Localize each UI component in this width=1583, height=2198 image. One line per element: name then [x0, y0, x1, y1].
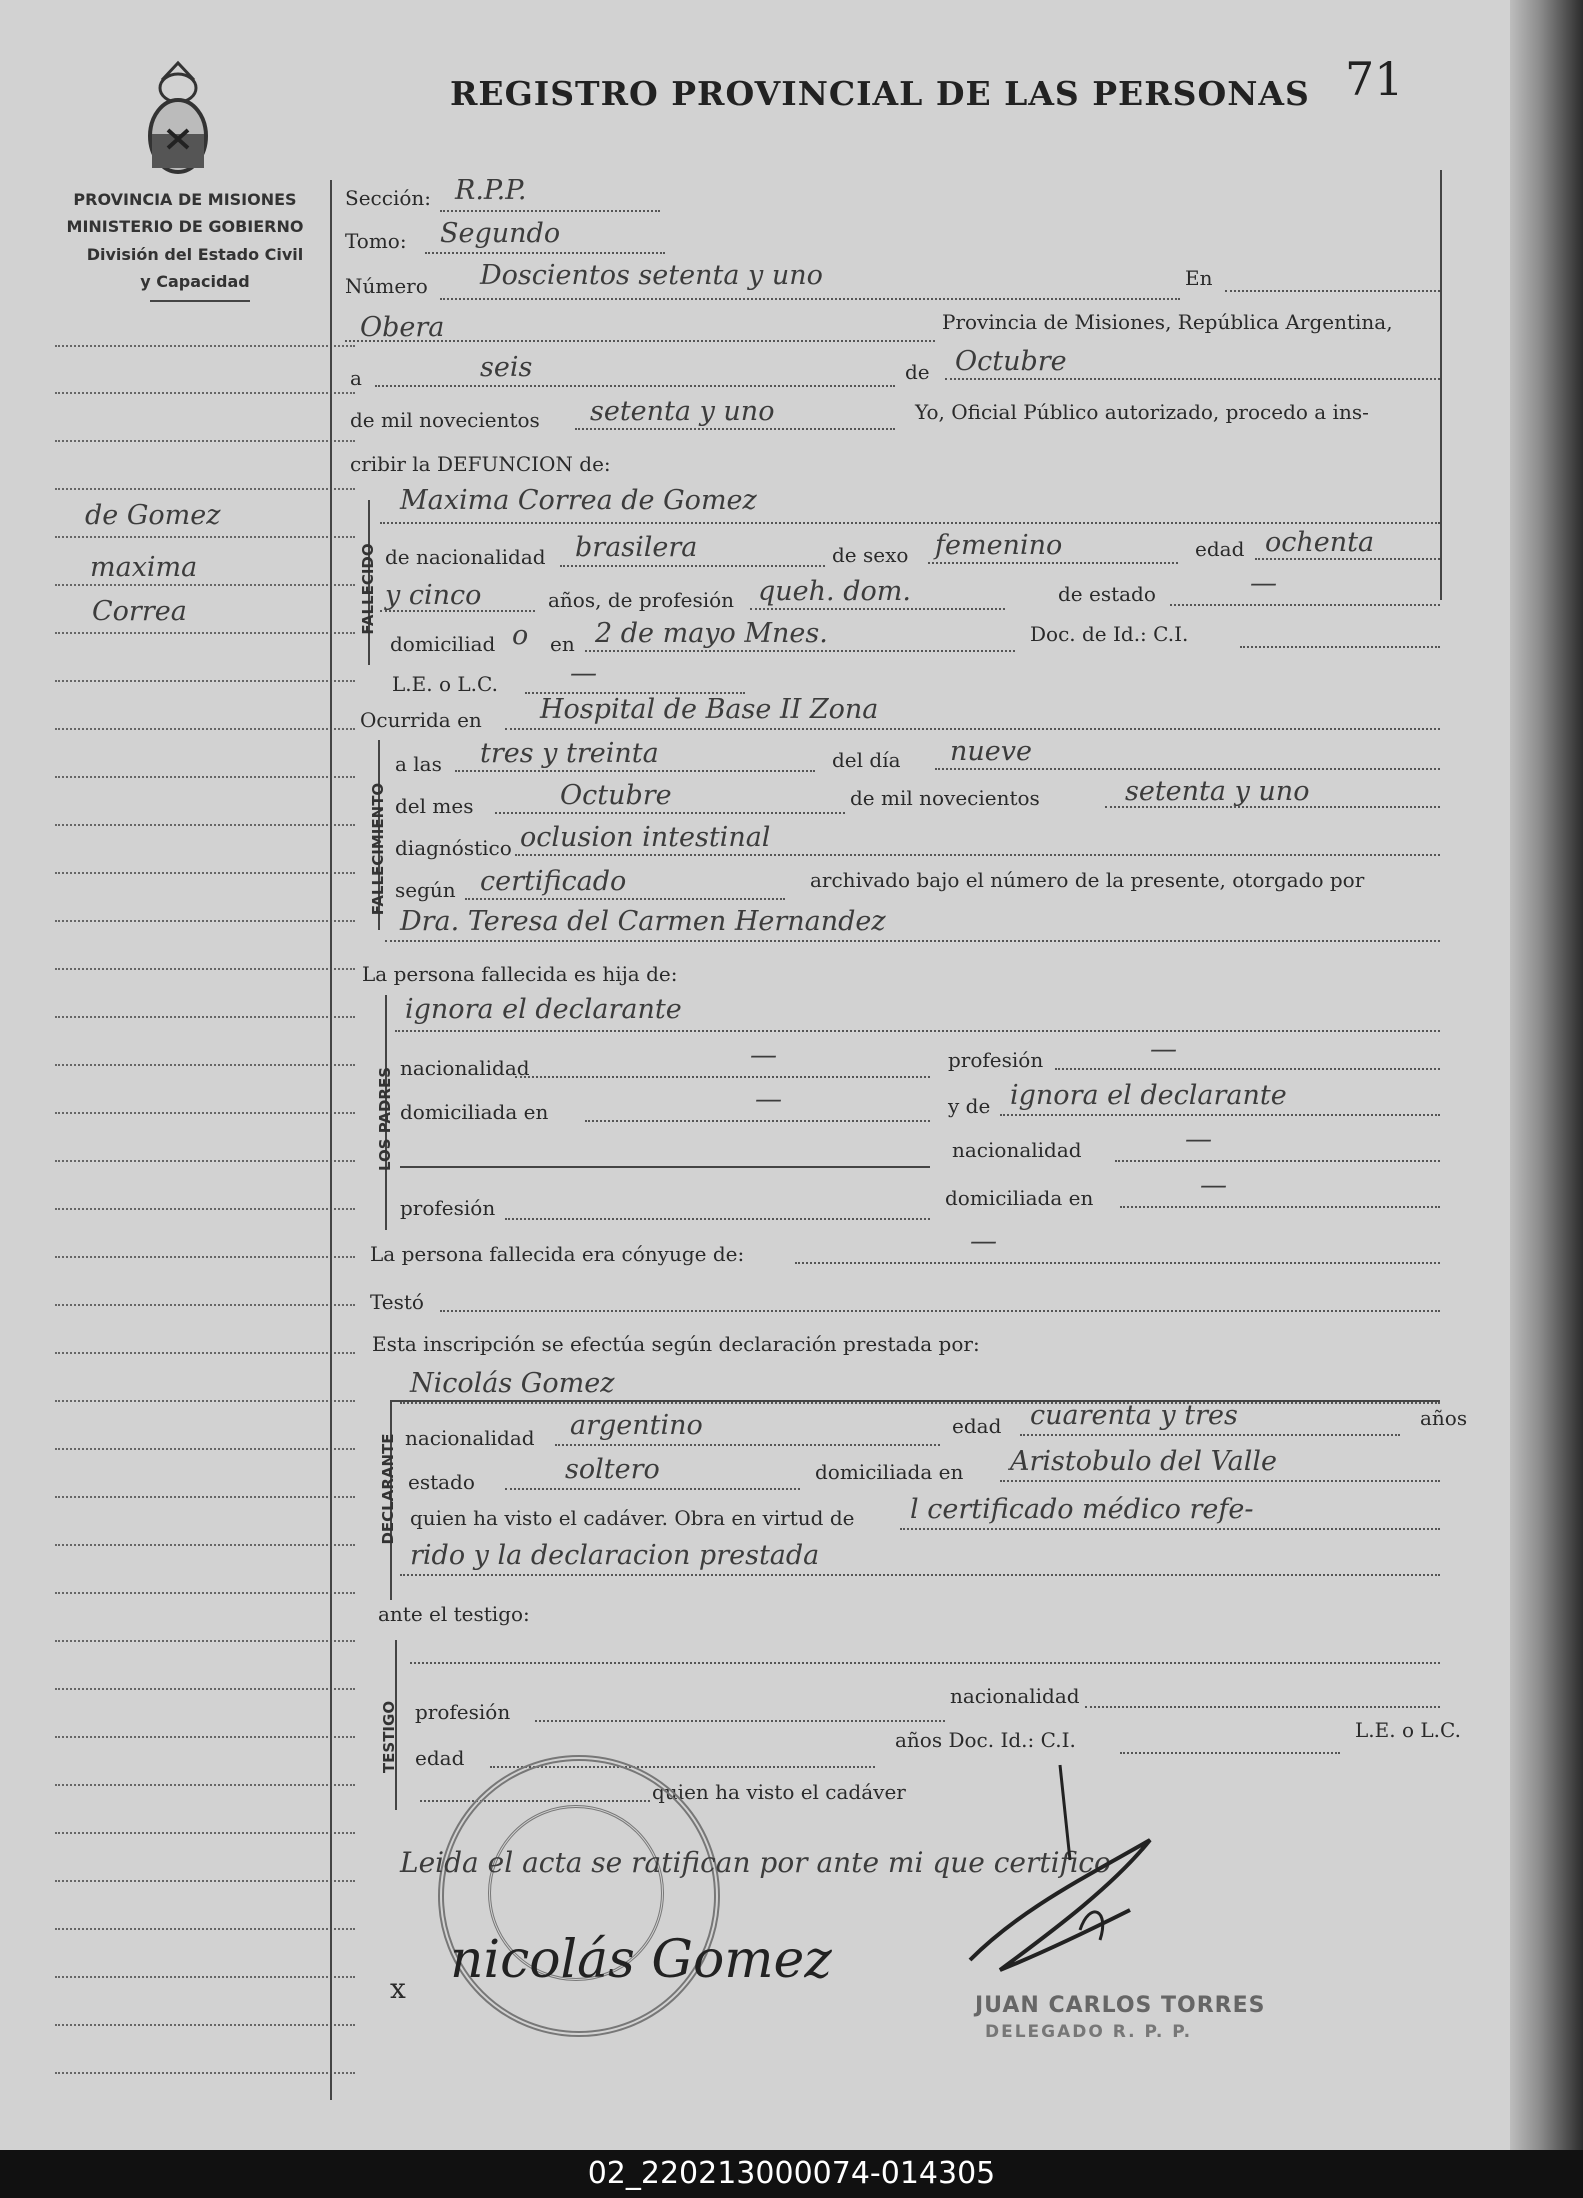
medico-value: Dra. Teresa del Carmen Hernandez — [400, 906, 886, 937]
testigo-le-label: L.E. o L.C. — [1355, 1718, 1461, 1742]
testigo-profesion-label: profesión — [415, 1700, 511, 1724]
sexo-label: de sexo — [832, 543, 909, 567]
margin-note-surname: de Gomez — [85, 500, 221, 531]
anio-label: de mil novecientos — [350, 408, 540, 432]
ocurrida-value: Hospital de Base II Zona — [540, 694, 879, 725]
padre-profesion-label: profesión — [948, 1048, 1044, 1072]
x-mark: x — [390, 1972, 406, 2005]
image-id-bar — [0, 2150, 1583, 2198]
province-label: PROVINCIA DE MISIONES — [73, 190, 297, 209]
official-signature-icon — [960, 1760, 1210, 1990]
estado-label: de estado — [1058, 582, 1156, 606]
declarante-domicilio-label: domiciliada en — [815, 1460, 964, 1484]
declarante-edad-value: cuarenta y tres — [1030, 1400, 1238, 1431]
numero-label: Número — [345, 274, 428, 298]
division-label: División del Estado Civil — [86, 245, 304, 264]
declarante-estado-value: soltero — [565, 1454, 660, 1485]
lugar-value: Obera — [360, 312, 445, 343]
coat-of-arms-icon — [138, 58, 218, 183]
archivado-text: archivado bajo el número de la presente, otorgado por — [810, 868, 1365, 892]
nacionalidad-label: de nacionalidad — [385, 545, 546, 569]
le-value: — — [570, 658, 597, 689]
dia-fallecimiento-value: nueve — [950, 736, 1032, 767]
profesion-value: queh. dom. — [758, 576, 911, 607]
madre-nacionalidad-label: nacionalidad — [952, 1138, 1082, 1162]
conyuge-text: La persona fallecida era cónyuge de: — [370, 1242, 745, 1266]
form-right-border — [1440, 170, 1442, 600]
testigo-section-label: TESTIGO — [380, 1700, 398, 1774]
provincia-text: Provincia de Misiones, República Argentina, — [942, 310, 1393, 334]
madre-value: ignora el declarante — [1010, 1080, 1287, 1111]
form-left-border — [330, 180, 332, 2100]
fallecido-section-label: FALLECIDO — [359, 543, 377, 635]
book-spine — [1510, 0, 1583, 2150]
oficial-text: Yo, Oficial Público autorizado, procedo a ins- — [915, 400, 1369, 424]
conyuge-value: — — [970, 1226, 997, 1257]
padres-section-label: LOS PADRES — [376, 1066, 394, 1172]
testigo-visto-text: quien ha visto el cadáver — [652, 1780, 906, 1804]
testigo-nacionalidad-label: nacionalidad — [950, 1684, 1080, 1708]
domicilio-en-label: en — [550, 632, 575, 656]
declarante-visto-text: quien ha visto el cadáver. Obra en virtud de — [410, 1506, 855, 1530]
hija-text: La persona fallecida es hija de: — [362, 962, 678, 986]
edad-value-2: y cinco — [385, 580, 482, 611]
a-label: a — [350, 366, 362, 390]
nacionalidad-value: brasilera — [575, 532, 698, 563]
inscribir-text: cribir la DEFUNCION de: — [350, 452, 611, 476]
domicilio-o: o — [512, 620, 529, 651]
header-underline — [150, 300, 250, 302]
firma-declarante: nicolás Gomez — [450, 1930, 832, 1990]
padre-divider — [400, 1166, 930, 1168]
madre-domicilio-value: — — [1200, 1170, 1227, 1201]
declarante-section-label: DECLARANTE — [379, 1433, 397, 1545]
declarante-domicilio-value: Aristobulo del Valle — [1010, 1446, 1277, 1477]
edad-label: edad — [1195, 537, 1245, 561]
seccion-label: Sección: — [345, 186, 431, 210]
page-number: 71 — [1345, 52, 1404, 106]
diagnostico-value: oclusion intestinal — [520, 822, 771, 853]
dia-value: seis — [480, 352, 533, 383]
mes-value: Octubre — [955, 346, 1067, 377]
numero-value: Doscientos setenta y uno — [480, 260, 823, 291]
doc-label: Doc. de Id.: C.I. — [1030, 622, 1189, 646]
ministry-label: MINISTERIO DE GOBIERNO — [66, 217, 304, 236]
hora-value: tres y treinta — [480, 738, 659, 769]
testigo-edad-label: edad — [415, 1746, 465, 1770]
y-de-label: y de — [948, 1094, 991, 1118]
declarante-nacionalidad-label: nacionalidad — [405, 1426, 535, 1450]
anio-fallecimiento-label: de mil novecientos — [850, 786, 1040, 810]
declarante-edad-label: edad — [952, 1414, 1002, 1438]
edad-value: ochenta — [1265, 527, 1375, 558]
fallecimiento-section-label: FALLECIMIENTO — [369, 782, 387, 916]
en-label: En — [1185, 266, 1213, 290]
anio-value: setenta y uno — [590, 396, 775, 427]
anio-fallecimiento-value: setenta y uno — [1125, 776, 1310, 807]
del-mes-label: del mes — [395, 794, 474, 818]
seccion-value: R.P.P. — [455, 175, 527, 206]
margin-note-secondname: Correa — [92, 596, 187, 627]
ocurrida-label: Ocurrida en — [360, 708, 482, 732]
declarante-estado-label: estado — [408, 1470, 475, 1494]
le-label: L.E. o L.C. — [392, 672, 498, 696]
testigo-intro: ante el testigo: — [378, 1602, 530, 1626]
segun-label: según — [395, 878, 456, 902]
cierre-texto: Leida el acta se ratifican por ante mi que certifico — [400, 1846, 1111, 1879]
sexo-value: femenino — [935, 530, 1063, 561]
declarante-nombre: Nicolás Gomez — [410, 1368, 615, 1399]
declaracion-text: Esta inscripción se efectúa según declaración prestada por: — [372, 1332, 980, 1356]
del-dia-label: del día — [832, 748, 901, 772]
segun-value: certificado — [480, 866, 627, 897]
padre-value: ignora el declarante — [405, 994, 682, 1025]
domicilio-value: 2 de mayo Mnes. — [595, 618, 828, 649]
tomo-label: Tomo: — [345, 229, 407, 253]
sello-cargo: DELEGADO R. P. P. — [985, 2022, 1193, 2042]
mes-fallecimiento-value: Octubre — [560, 780, 672, 811]
sello-nombre: JUAN CARLOS TORRES — [975, 1993, 1266, 2018]
madre-domicilio-label: domiciliada en — [945, 1186, 1094, 1210]
domicilio-label: domiciliad — [390, 632, 496, 656]
estado-value: — — [1250, 568, 1277, 599]
declarante-obra-value: l certificado médico refe- — [910, 1494, 1254, 1525]
fallecido-nombre: Maxima Correa de Gomez — [400, 485, 757, 516]
declarante-anios-label: años — [1420, 1406, 1468, 1430]
testo-label: Testó — [370, 1290, 424, 1314]
madre-nacionalidad-value: — — [1185, 1124, 1212, 1155]
padre-profesion-value: — — [1150, 1034, 1177, 1065]
padre-domicilio-value: — — [755, 1084, 782, 1115]
padre-profesion-2-label: profesión — [400, 1196, 496, 1220]
page-title: REGISTRO PROVINCIAL DE LAS PERSONAS — [450, 74, 1310, 113]
capacidad-label: y Capacidad — [140, 272, 250, 291]
image-id-label: 02_220213000074-014305 — [587, 2156, 996, 2191]
padre-nacionalidad-value: — — [750, 1040, 777, 1071]
de-label: de — [905, 360, 930, 384]
padre-domicilio-label: domiciliada en — [400, 1100, 549, 1124]
declarante-obra-value-2: rido y la declaracion prestada — [410, 1540, 820, 1571]
tomo-value: Segundo — [440, 218, 561, 249]
margin-note-firstname: maxima — [90, 552, 198, 583]
diagnostico-label: diagnóstico — [395, 836, 512, 860]
testigo-anios-doc-label: años Doc. Id.: C.I. — [895, 1728, 1076, 1752]
declarante-nacionalidad-value: argentino — [570, 1410, 703, 1441]
padre-nacionalidad-label: nacionalidad — [400, 1056, 530, 1080]
anios-prof-label: años, de profesión — [548, 588, 735, 612]
a-las-label: a las — [395, 752, 442, 776]
